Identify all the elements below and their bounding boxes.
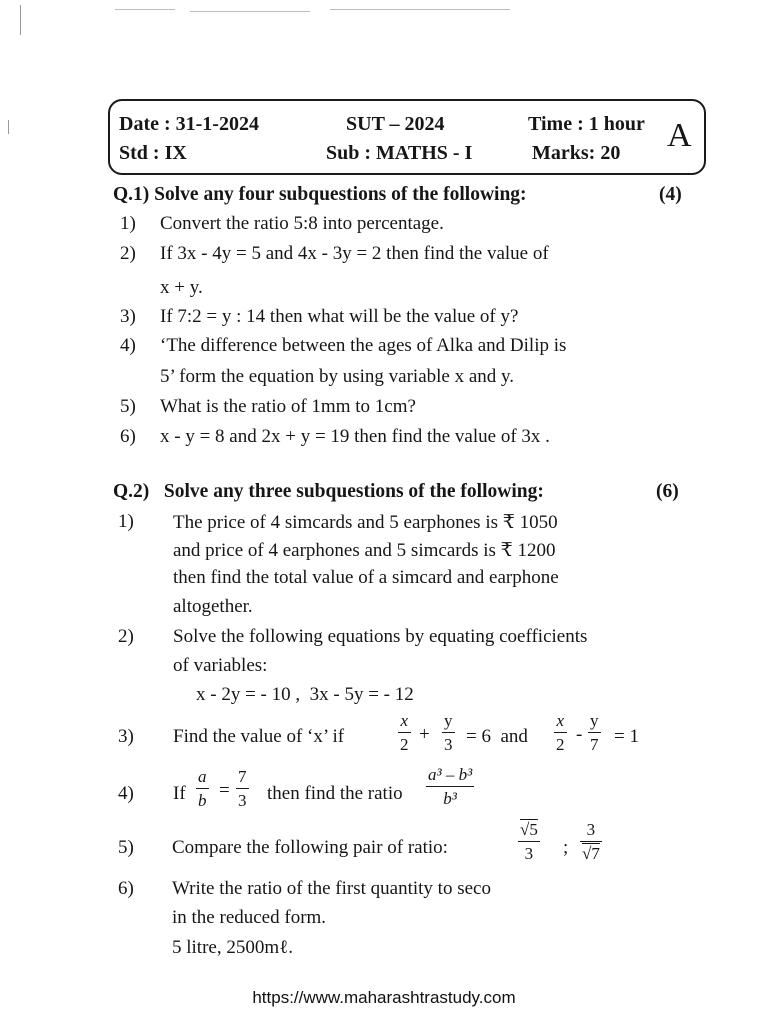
scan-artifact xyxy=(8,120,9,134)
q2-item-text: in the reduced form. xyxy=(172,907,327,928)
exam-time: Time : 1 hour xyxy=(528,113,645,135)
fraction xyxy=(580,821,602,862)
fraction-numerator: y xyxy=(444,711,453,730)
q1-item-text: Convert the ratio 5:8 into percentage. xyxy=(160,213,444,234)
paper-set-letter: A xyxy=(667,117,692,154)
q2-item-text: then find the ratio xyxy=(267,783,403,804)
q2-item-text: then find the total value of a simcard and earphone xyxy=(173,567,559,588)
scan-artifact xyxy=(20,5,21,35)
q1-item-number: 3) xyxy=(120,306,136,327)
q1-item-text: x - y = 8 and 2x + y = 19 then find the value of 3x . xyxy=(160,426,550,447)
fraction xyxy=(426,766,474,807)
scan-artifact xyxy=(190,11,310,12)
q2-item-number: 1) xyxy=(118,511,134,532)
q1-title: Q.1) Solve any four subquestions of the following: xyxy=(113,184,527,205)
q1-item-text: What is the ratio of 1mm to 1cm? xyxy=(160,396,416,417)
q1-item-text: If 7:2 = y : 14 then what will be the value of y? xyxy=(160,306,519,327)
q2-item-text: Write the ratio of the first quantity to seco xyxy=(172,878,491,899)
fraction-denominator: b³ xyxy=(443,789,457,808)
fraction-denominator: b xyxy=(198,791,207,810)
q2-item-text: Solve the following equations by equating coefficients xyxy=(173,626,588,647)
fraction-bar xyxy=(196,788,209,789)
fraction xyxy=(518,821,540,862)
fraction-numerator: 7 xyxy=(238,767,247,786)
fraction-denominator: 2 xyxy=(556,735,565,754)
fraction-bar xyxy=(554,732,567,733)
separator: ; xyxy=(563,837,569,858)
q1-item-text: ‘The difference between the ages of Alka and Dilip is xyxy=(160,335,567,356)
q1-item-text: If 3x - 4y = 5 and 4x - 3y = 2 then find the value of xyxy=(160,243,549,264)
fraction xyxy=(236,768,249,809)
q1-item-text: x + y. xyxy=(160,277,203,298)
fraction-denominator: 2 xyxy=(400,735,409,754)
fraction xyxy=(398,712,411,753)
fraction-numerator: a xyxy=(198,767,207,786)
q1-item-text: 5’ form the equation by using variable x and y. xyxy=(160,366,515,387)
fraction-bar xyxy=(580,841,602,842)
fraction-bar xyxy=(236,788,249,789)
q2-item-number: 4) xyxy=(118,783,134,804)
q2-marks: (6) xyxy=(656,481,679,502)
fraction-bar xyxy=(442,732,455,733)
fraction-bar xyxy=(426,786,474,787)
q2-item-text: Compare the following pair of ratio: xyxy=(172,837,448,858)
fraction-numerator: y xyxy=(590,711,599,730)
q2-title: Q.2) Solve any three subquestions of the following: xyxy=(113,481,544,502)
fraction xyxy=(554,712,567,753)
q1-item-number: 4) xyxy=(120,335,136,356)
q2-item-number: 3) xyxy=(118,726,134,747)
q2-item-number: 6) xyxy=(118,878,134,899)
q1-marks: (4) xyxy=(659,184,682,205)
q2-item-number: 2) xyxy=(118,626,134,647)
fraction xyxy=(442,712,455,753)
fraction-numerator: x xyxy=(400,711,409,730)
fraction-denominator: 3 xyxy=(444,735,453,754)
operator: + xyxy=(419,724,430,745)
fraction-bar xyxy=(398,732,411,733)
operator: - xyxy=(576,724,583,745)
fraction-bar xyxy=(518,841,540,842)
q2-item-text: Find the value of ‘x’ if xyxy=(173,726,345,747)
fraction-numerator: a³ – b³ xyxy=(428,765,473,784)
operator: = xyxy=(219,780,230,801)
q2-item-text: and price of 4 earphones and 5 simcards is ₹ 1200 xyxy=(173,540,556,561)
q1-item-number: 5) xyxy=(120,396,136,417)
q2-item-number: 5) xyxy=(118,837,134,858)
exam-title: SUT – 2024 xyxy=(346,113,445,135)
equation-text: = 1 xyxy=(614,726,639,747)
fraction xyxy=(196,768,209,809)
fraction-numerator: x xyxy=(556,711,565,730)
q1-item-number: 6) xyxy=(120,426,136,447)
fraction-denominator: √7 xyxy=(582,844,600,863)
exam-date: Date : 31-1-2024 xyxy=(119,113,259,135)
exam-marks: Marks: 20 xyxy=(532,142,621,164)
q2-item-text: 5 litre, 2500mℓ. xyxy=(172,937,293,958)
q2-item-text: If xyxy=(173,783,186,804)
fraction-denominator: 7 xyxy=(590,735,599,754)
scan-artifact xyxy=(330,9,510,10)
q1-item-number: 1) xyxy=(120,213,136,234)
fraction-numerator: 3 xyxy=(586,820,596,839)
equation-text: = 6 and xyxy=(466,726,528,747)
q2-item-text: altogether. xyxy=(173,596,253,617)
fraction-bar xyxy=(588,732,601,733)
fraction-denominator: 3 xyxy=(524,844,534,863)
exam-standard: Std : IX xyxy=(119,142,187,164)
exam-subject: Sub : MATHS - I xyxy=(326,142,473,164)
q1-item-number: 2) xyxy=(120,243,136,264)
q2-item-text: of variables: xyxy=(173,655,268,676)
q2-item-text: The price of 4 simcards and 5 earphones is ₹ 1050 xyxy=(173,512,558,533)
footer-url[interactable]: https://www.maharashtrastudy.com xyxy=(252,988,516,1007)
fraction-numerator: √5 xyxy=(520,820,538,839)
scan-artifact xyxy=(115,9,175,10)
fraction-denominator: 3 xyxy=(238,791,247,810)
q2-equation: x - 2y = - 10 , 3x - 5y = - 12 xyxy=(196,684,414,705)
fraction xyxy=(588,712,601,753)
